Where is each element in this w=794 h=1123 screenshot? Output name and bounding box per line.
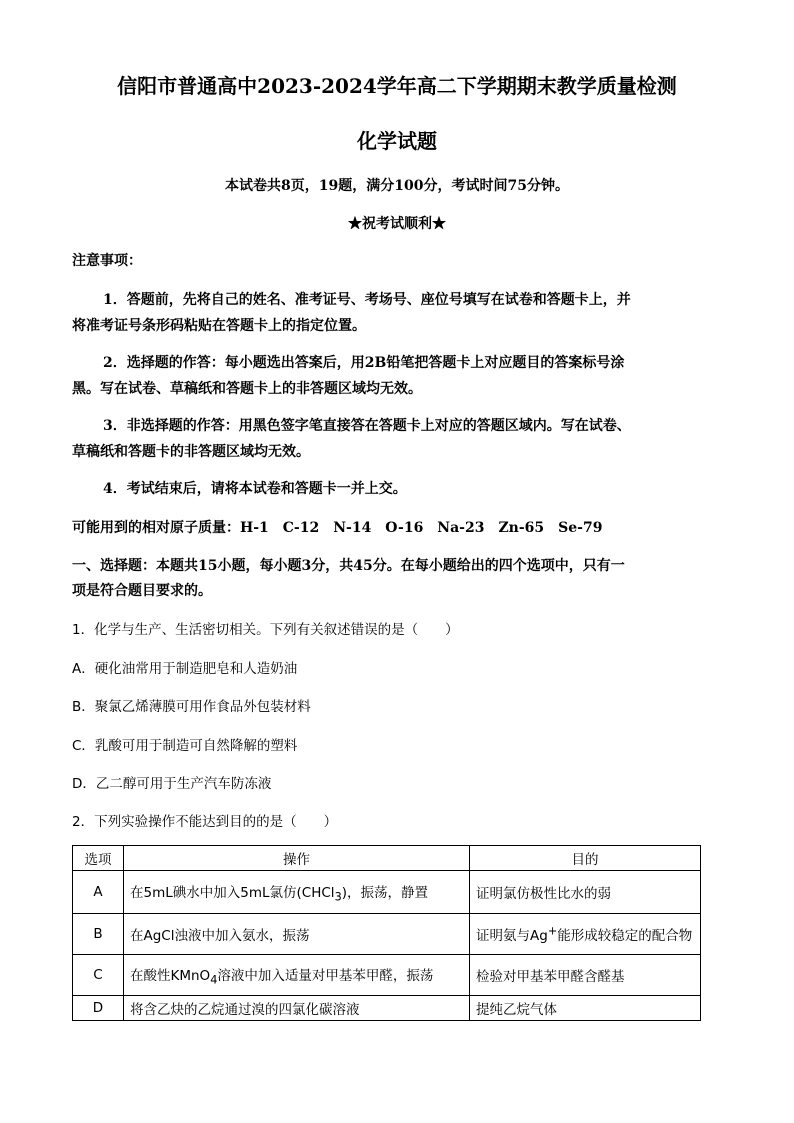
table-header-row xyxy=(73,846,701,871)
q2-stem: 2．下列实验操作不能达到目的的是（ ） xyxy=(72,814,338,830)
header-operation: 操作 xyxy=(124,846,470,871)
q1-option-a: A．硬化油常用于制造肥皂和人造奶油 xyxy=(72,661,298,677)
subscript: 3 xyxy=(334,890,342,904)
row-option: C xyxy=(73,955,124,996)
operation-text-end: )，振荡，静置 xyxy=(341,884,429,901)
q2-table xyxy=(72,845,701,1021)
operation-text: 在酸性KMnO xyxy=(130,967,211,984)
exam-title: 信阳市普通高中2023-2024学年高二下学期期末教学质量检测 xyxy=(117,74,677,98)
q1-option-c: C．乳酸可用于制造可自然降解的塑料 xyxy=(72,738,298,754)
row-operation xyxy=(124,871,470,914)
purpose-text-end: 能形成较稳定的配合物 xyxy=(557,928,693,944)
operation-text-end: 溶液中加入适量对甲基苯甲醛，振荡 xyxy=(217,967,434,984)
note-4-line-1: 4．考试结束后，请将本试卷和答题卡一并上交。 xyxy=(103,481,407,497)
note-1-line-2: 将准考证号条形码粘贴在答题卡上的指定位置。 xyxy=(72,318,366,334)
q1-stem: 1．化学与生产、生活密切相关。下列有关叙述错误的是（ ） xyxy=(72,622,459,638)
atomic-masses: 可能用到的相对原子质量：H-1 C-12 N-14 O-16 Na-23 Zn-65 Se-79 xyxy=(72,520,603,536)
row-operation xyxy=(124,955,470,996)
table-row xyxy=(73,996,701,1021)
row-option: A xyxy=(73,871,124,914)
note-3-line-2: 草稿纸和答题卡的非答题区域均无效。 xyxy=(72,444,310,460)
section1-line-1: 一、选择题：本题共15小题，每小题3分，共45分。在每小题给出的四个选项中，只有一 xyxy=(72,558,625,574)
exam-info: 本试卷共8页，19题，满分100分，考试时间75分钟。 xyxy=(225,178,569,194)
header-option: 选项 xyxy=(73,846,124,871)
superscript: + xyxy=(547,924,558,938)
operation-formula: (CHCl xyxy=(296,884,335,901)
row-option: D xyxy=(73,996,124,1021)
row-purpose xyxy=(470,914,701,955)
table-row xyxy=(73,914,701,955)
table-row xyxy=(73,871,701,914)
header-purpose: 目的 xyxy=(470,846,701,871)
row-operation: 将含乙炔的乙烷通过溴的四氯化碳溶液 xyxy=(124,996,470,1021)
notes-heading: 注意事项： xyxy=(72,253,142,269)
q1-option-d: D．乙二醇可用于生产汽车防冻液 xyxy=(72,776,272,792)
exam-subtitle: 化学试题 xyxy=(357,129,437,153)
purpose-text: 证明氨与Ag xyxy=(476,928,548,944)
operation-text: 在5mL碘水中加入5mL氯仿 xyxy=(130,884,297,901)
table-row xyxy=(73,955,701,996)
row-option: B xyxy=(73,914,124,955)
row-purpose: 证明氯仿极性比水的弱 xyxy=(470,871,701,914)
note-1-line-1: 1．答题前，先将自己的姓名、准考证号、考场号、座位号填写在试卷和答题卡上，并 xyxy=(103,292,631,308)
row-purpose: 提纯乙烷气体 xyxy=(470,996,701,1021)
section1-line-2: 项是符合题目要求的。 xyxy=(72,583,212,599)
note-3-line-1: 3．非选择题的作答：用黑色签字笔直接答在答题卡上对应的答题区域内。写在试卷、 xyxy=(103,418,631,434)
q1-option-b: B．聚氯乙烯薄膜可用作食品外包装材料 xyxy=(72,699,311,715)
note-2-line-2: 黑。写在试卷、草稿纸和答题卡上的非答题区域均无效。 xyxy=(72,381,422,397)
good-luck-line: ★祝考试顺利★ xyxy=(348,216,446,232)
row-operation: 在AgCl浊液中加入氨水，振荡 xyxy=(124,914,470,955)
row-purpose: 检验对甲基苯甲醛含醛基 xyxy=(470,955,701,996)
subscript: 4 xyxy=(210,973,218,987)
note-2-line-1: 2．选择题的作答：每小题选出答案后，用2B铅笔把答题卡上对应题目的答案标号涂 xyxy=(103,355,625,371)
